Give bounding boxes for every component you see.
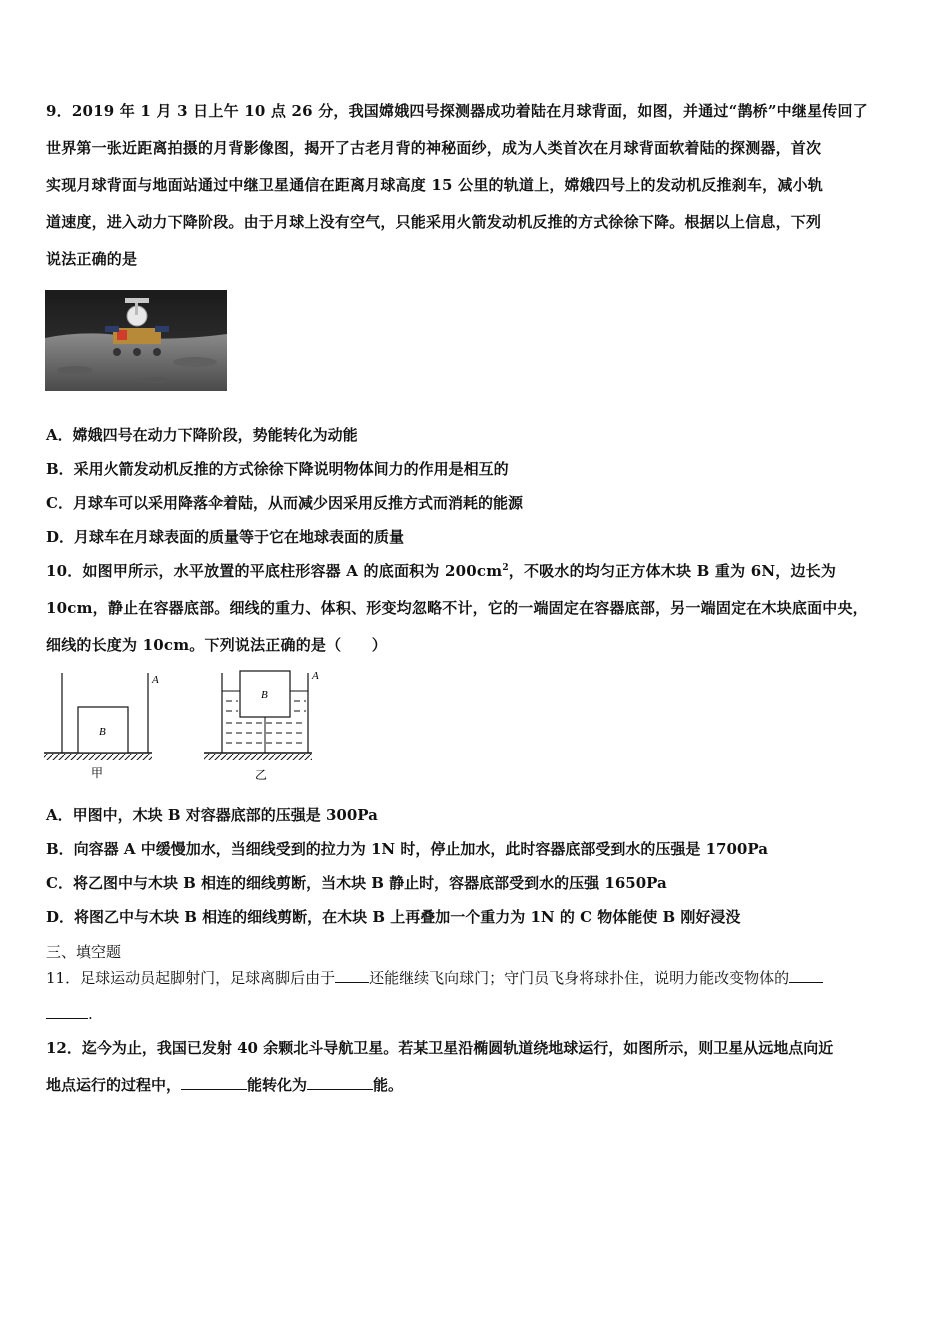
q12-blank-1[interactable] <box>181 1074 247 1090</box>
moon-rover-photo <box>45 290 227 391</box>
label-a-right: A <box>312 670 319 682</box>
question-12-line-1: 12．迄今为止，我国已发射 40 余颗北斗导航卫星。若某卫星沿椭圆轨道绕地球运行，如图所示，则卫星从远地点向近 <box>46 1039 834 1057</box>
q11-part2: 还能继续飞向球门；守门员飞身将球扑住，说明力能改变物体的 <box>369 969 790 987</box>
q10-option-d[interactable]: D．将图乙中与木块 B 相连的细线剪断，在木块 B 上再叠加一个重力为 1N 的 C 物体能使 B 刚好浸没 <box>46 908 741 926</box>
q12-blank-2[interactable] <box>307 1074 373 1090</box>
container-diagram <box>40 665 340 790</box>
q11-blank-2[interactable] <box>789 967 823 983</box>
question-11-line-1 <box>46 967 823 988</box>
q9-option-b[interactable]: B．采用火箭发动机反推的方式徐徐下降说明物体间力的作用是相互的 <box>46 460 509 478</box>
question-10-text <box>46 553 908 664</box>
q10-option-c[interactable]: C．将乙图中与木块 B 相连的细线剪断，当木块 B 静止时，容器底部受到水的压强 1650Pa <box>46 874 667 892</box>
q9-line: 实现月球背面与地面站通过中继卫星通信在距离月球高度 15 公里的轨道上，嫦娥四号上的发动机反推刹车，减小轨 <box>46 176 823 194</box>
figure-yi <box>204 670 319 782</box>
q10-line-3: 细线的长度为 10cm。下列说法正确的是（ ） <box>46 636 387 654</box>
q12-part-b: 能转化为 <box>247 1076 308 1094</box>
q11-part1: 11．足球运动员起脚射门，足球离脚后由于 <box>46 969 336 987</box>
q10-line1-rest: ，不吸水的均匀正方体木块 B 重为 6N，边长为 <box>508 562 837 580</box>
q9-option-d[interactable]: D．月球车在月球表面的质量等于它在地球表面的质量 <box>46 528 405 546</box>
q10-line1-text: 10．如图甲所示，水平放置的平底柱形容器 A 的底面积为 200cm <box>46 562 503 580</box>
q9-option-c[interactable]: C．月球车可以采用降落伞着陆，从而减少因采用反推方式而消耗的能源 <box>46 494 523 512</box>
q11-part3: . <box>88 1005 93 1023</box>
section-3-title: 三、填空题 <box>46 943 122 961</box>
question-12-line-2 <box>46 1074 403 1095</box>
label-b-right: B <box>261 689 268 701</box>
figure-jia <box>44 673 159 780</box>
q12-part-a: 地点运行的过程中， <box>46 1076 182 1094</box>
caption-yi: 乙 <box>255 768 268 782</box>
q10-superscript: 2 <box>502 563 509 573</box>
q9-line: 世界第一张近距离拍摄的月背影像图，揭开了古老月背的神秘面纱，成为人类首次在月球背面软着陆的探测器，首次 <box>46 139 822 157</box>
q10-option-b[interactable]: B．向容器 A 中缓慢加水，当细线受到的拉力为 1N 时，停止加水，此时容器底部受到水的压强是 1700Pa <box>46 840 768 858</box>
q9-line: 说法正确的是 <box>46 250 138 268</box>
q9-line: 道速度，进入动力下降阶段。由于月球上没有空气，只能采用火箭发动机反推的方式徐徐下降。根据以上信息，下列 <box>46 213 822 231</box>
question-11-line-2 <box>46 1003 93 1024</box>
q11-blank-1[interactable] <box>335 967 369 983</box>
q11-blank-2-cont[interactable] <box>46 1003 88 1019</box>
q9-line: 9．2019 年 1 月 3 日上午 10 点 26 分，我国嫦娥四号探测器成功着陆在月球背面，如图，并通过“鹊桥”中继星传回了 <box>46 102 868 120</box>
q12-part-c: 能。 <box>373 1076 404 1094</box>
q10-line-1 <box>46 553 908 590</box>
q10-option-a[interactable]: A．甲图中，木块 B 对容器底部的压强是 300Pa <box>46 806 378 824</box>
question-9-text <box>46 93 908 278</box>
caption-jia: 甲 <box>91 766 104 780</box>
container-diagram-svg <box>40 665 340 790</box>
label-b-left: B <box>99 726 106 738</box>
q10-line-2: 10cm，静止在容器底部。细线的重力、体积、形变均忽略不计，它的一端固定在容器底部，另一端固定在木块底面中央， <box>46 599 868 617</box>
moon-rover-image <box>45 290 227 391</box>
label-a-left: A <box>152 674 159 686</box>
q9-option-a[interactable]: A．嫦娥四号在动力下降阶段，势能转化为动能 <box>46 426 358 444</box>
